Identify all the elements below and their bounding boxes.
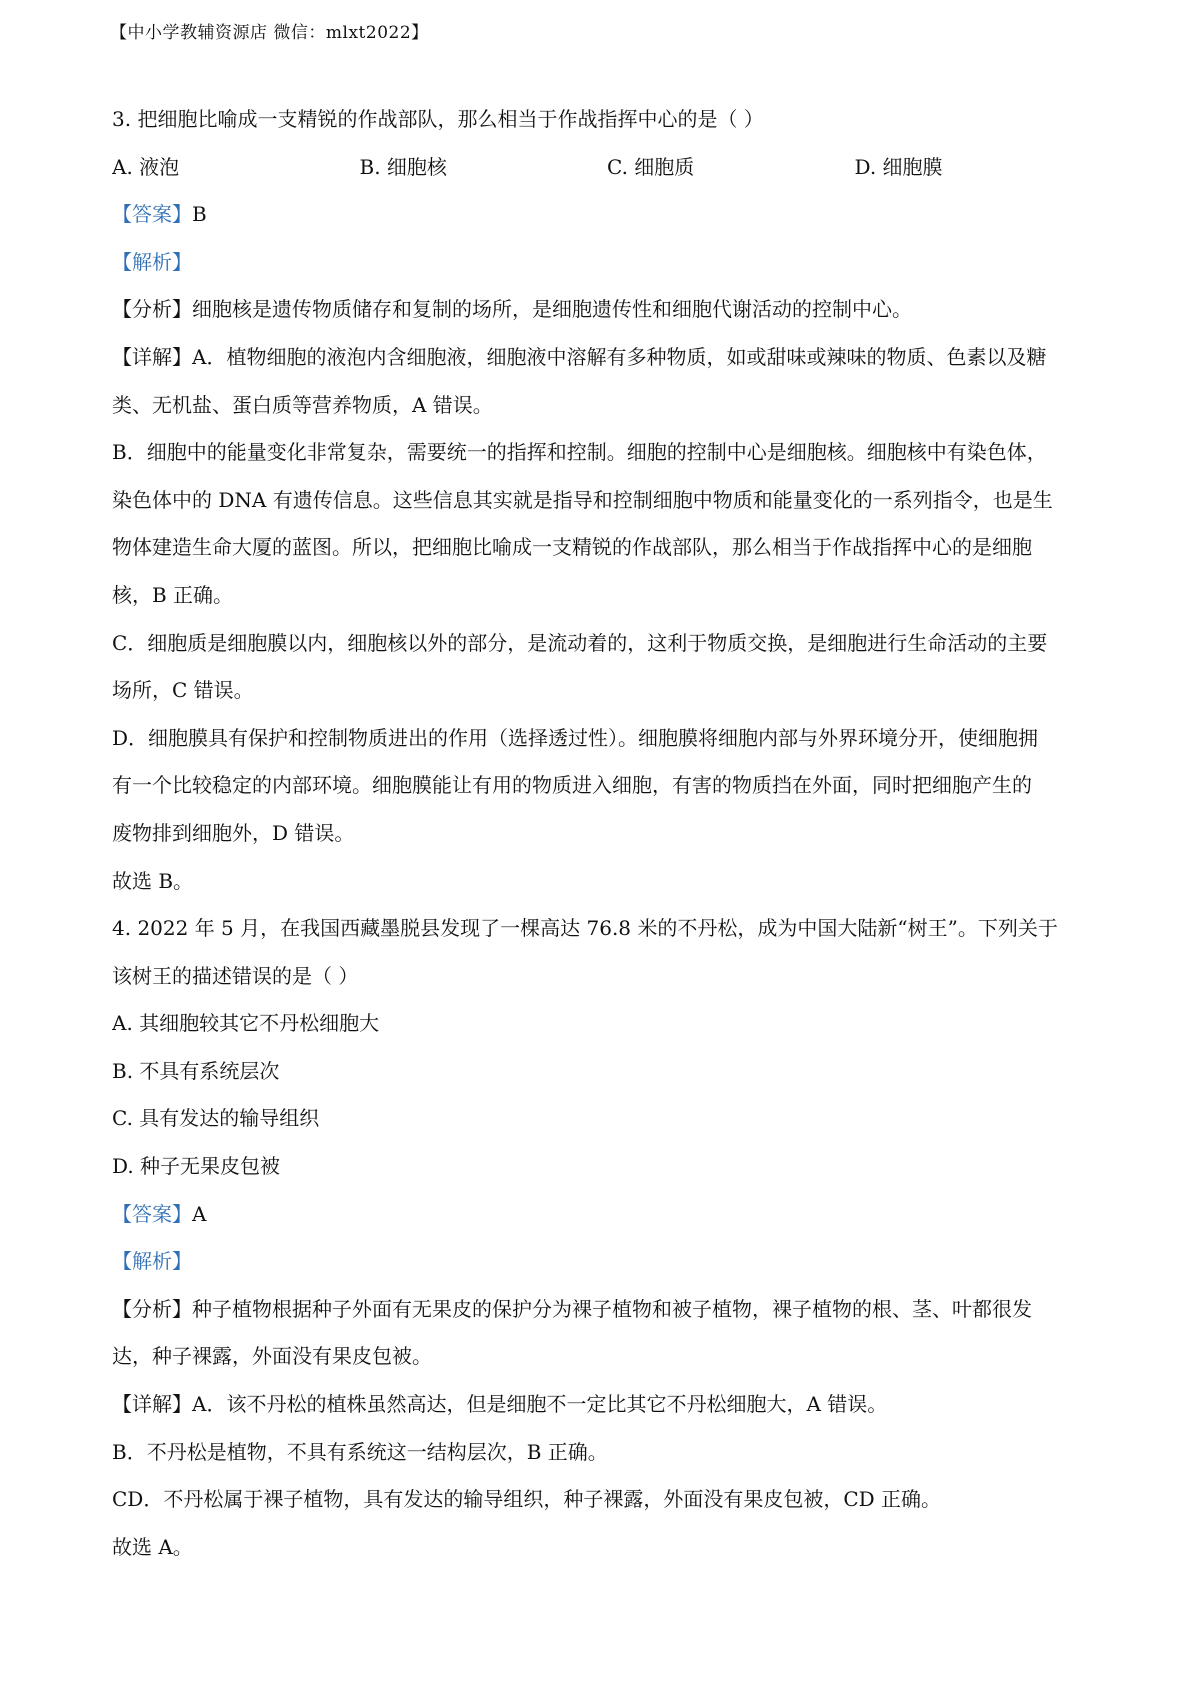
analysis-tag: 【解析】 (112, 249, 192, 274)
option-a: A. 液泡 (112, 154, 180, 179)
analysis-line: 染色体中的 DNA 有遗传信息。这些信息其实就是指导和控制细胞中物质和能量变化的一系列指令，也是生 (112, 487, 1053, 512)
analysis-line: CD．不丹松属于裸子植物，具有发达的输导组织，种子裸露，外面没有果皮包被，CD 正确。 (112, 1487, 942, 1512)
analysis-line: 达，种子裸露，外面没有果皮包被。 (112, 1344, 432, 1369)
option-c: C. 具有发达的输导组织 (112, 1106, 320, 1131)
question-4-stem: 该树王的描述错误的是（ ） (112, 963, 359, 988)
question-3-stem: 3. 把细胞比喻成一支精锐的作战部队，那么相当于作战指挥中心的是（ ） (112, 107, 764, 131)
option-d: D. 细胞膜 (854, 154, 943, 179)
analysis-line: 场所，C 错误。 (112, 678, 254, 703)
answer-value: A (192, 1201, 207, 1226)
analysis-line: 故选 A。 (112, 1534, 193, 1559)
analysis-line: 【详解】A．植物细胞的液泡内含细胞液，细胞液中溶解有多种物质，如或甜味或辣味的物质、色素以及糖 (112, 344, 1047, 369)
analysis-line: 【详解】A．该不丹松的植株虽然高达，但是细胞不一定比其它不丹松细胞大，A 错误。 (112, 1392, 888, 1417)
analysis-line: 【分析】细胞核是遗传物质储存和复制的场所，是细胞遗传性和细胞代谢活动的控制中心。 (112, 297, 912, 322)
option-b: B. 不具有系统层次 (112, 1058, 280, 1083)
analysis-line: 物体建造生命大厦的蓝图。所以，把细胞比喻成一支精锐的作战部队，那么相当于作战指挥中心的是细胞 (112, 535, 1032, 560)
analysis-line: 核，B 正确。 (112, 582, 234, 607)
question-3-options (112, 144, 1102, 192)
analysis-line: 【分析】种子植物根据种子外面有无果皮的保护分为裸子植物和被子植物，裸子植物的根、茎、叶都很发 (112, 1296, 1032, 1321)
analysis-line: 废物排到细胞外，D 错误。 (112, 820, 355, 845)
question-4-answer (112, 1191, 1102, 1239)
question-3-analysis-heading (112, 239, 1102, 287)
answer-tag: 【答案】 (112, 1201, 192, 1226)
question-4-analysis-heading (112, 1238, 1102, 1286)
analysis-line: 类、无机盐、蛋白质等营养物质，A 错误。 (112, 392, 493, 417)
analysis-line: C．细胞质是细胞膜以内，细胞核以外的部分，是流动着的，这利于物质交换，是细胞进行生命活动的主要 (112, 630, 1048, 655)
question-4-stem: 4. 2022 年 5 月，在我国西藏墨脱县发现了一棵高达 76.8 米的不丹松，成为中国大陆新“树王”。下列关于 (112, 916, 1058, 941)
option-b: B. 细胞核 (359, 154, 447, 179)
page-header: 【中小学教辅资源店 微信：mlxt2022】 (110, 23, 429, 43)
analysis-line: B．细胞中的能量变化非常复杂，需要统一的指挥和控制。细胞的控制中心是细胞核。细胞核中有染色体， (112, 440, 1047, 465)
analysis-line: B．不丹松是植物，不具有系统这一结构层次，B 正确。 (112, 1439, 608, 1464)
page-content (112, 96, 1102, 1571)
option-c: C. 细胞质 (607, 154, 695, 179)
answer-tag: 【答案】 (112, 202, 192, 227)
analysis-tag: 【解析】 (112, 1249, 192, 1274)
analysis-line: 有一个比较稳定的内部环境。细胞膜能让有用的物质进入细胞，有害的物质挡在外面，同时把细胞产生的 (112, 773, 1032, 798)
analysis-line: D．细胞膜具有保护和控制物质进出的作用（选择透过性）。细胞膜将细胞内部与外界环境分开，使细胞拥 (112, 725, 1039, 750)
question-3-answer (112, 191, 1102, 239)
analysis-line: 故选 B。 (112, 868, 194, 893)
option-a: A. 其细胞较其它不丹松细胞大 (112, 1011, 380, 1036)
option-d: D. 种子无果皮包被 (112, 1154, 281, 1179)
answer-value: B (192, 202, 207, 227)
